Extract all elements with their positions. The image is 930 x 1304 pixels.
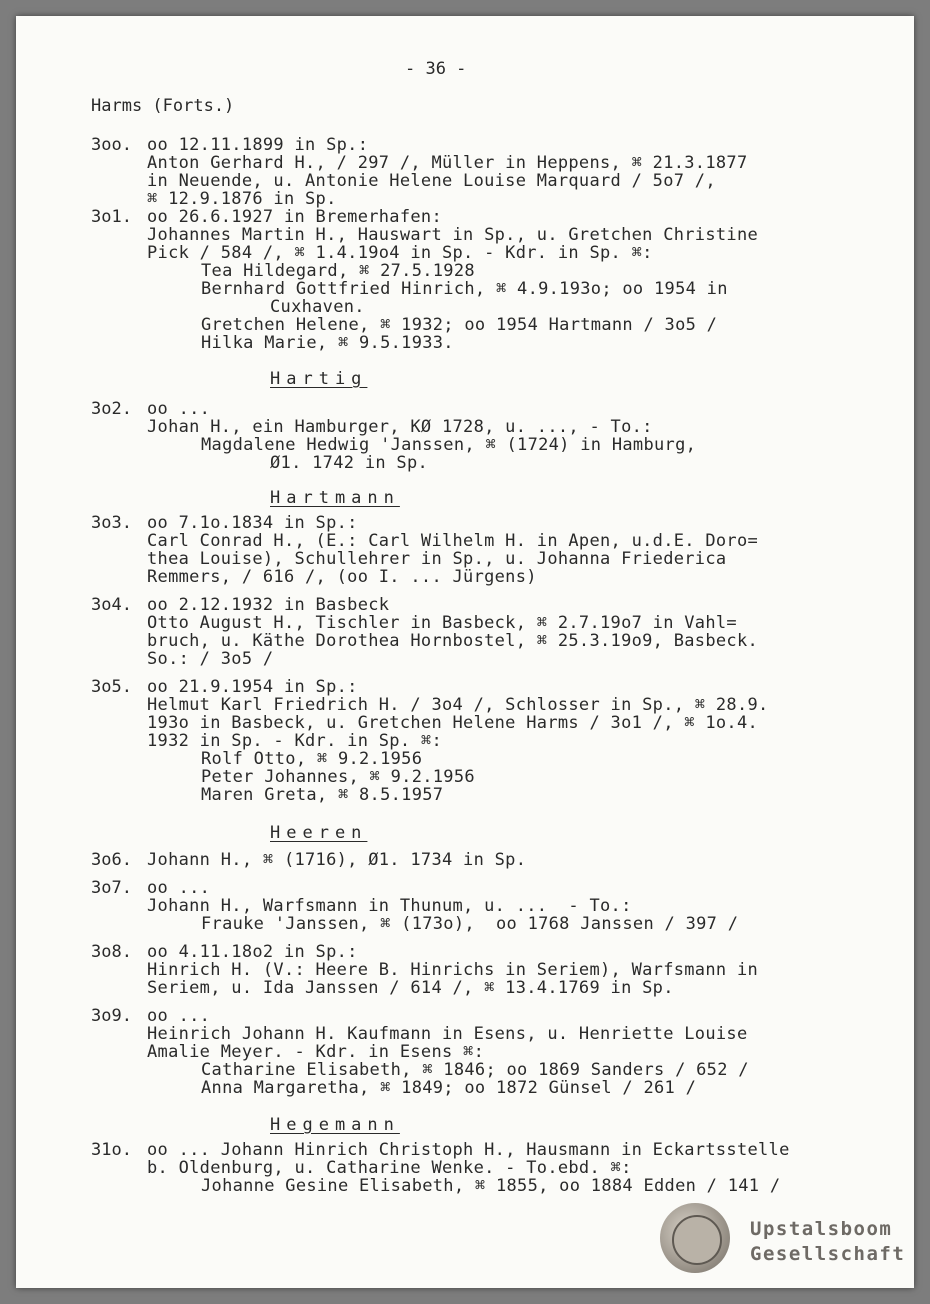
entry-line: Seriem, u. Ida Janssen / 614 /, ⌘ 13.4.1769 in Sp. [147,978,674,998]
entry-line: So.: / 3o5 / [147,649,274,669]
entry-number: 3o5. [91,677,132,697]
entry-line: oo ... [147,399,211,419]
entry-line: Tea Hildegard, ⌘ 27.5.1928 [201,261,475,281]
entry-number: 3o1. [91,207,132,227]
entry-line: Johanne Gesine Elisabeth, ⌘ 1855, oo 1884 Edden / 141 / [201,1176,781,1196]
entry-line: Peter Johannes, ⌘ 9.2.1956 [201,767,475,787]
entry-line: Heinrich Johann H. Kaufmann in Esens, u. Henriette Louise [147,1024,748,1044]
entry-line: oo 7.1o.1834 in Sp.: [147,513,358,533]
entry-line: Rolf Otto, ⌘ 9.2.1956 [201,749,423,769]
entry-line: oo ... Johann Hinrich Christoph H., Hausmann in Eckartsstelle [147,1140,790,1160]
entry-line: Carl Conrad H., (E.: Carl Wilhelm H. in Apen, u.d.E. Doro= [147,531,759,551]
page-number: - 36 - [405,59,467,79]
entry-line: Helmut Karl Friedrich H. / 3o4 /, Schlosser in Sp., ⌘ 28.9. [147,695,769,715]
entry-line: oo ... [147,1006,211,1026]
entry-number: 3o4. [91,595,132,615]
entry-line: Otto August H., Tischler in Basbeck, ⌘ 2.7.19o7 in Vahl= [147,613,737,633]
entry-line: ⌘ 12.9.1876 in Sp. [147,189,337,209]
entry-line: 193o in Basbeck, u. Gretchen Helene Harms / 3o1 /, ⌘ 1o.4. [147,713,759,733]
seal-icon [660,1203,730,1273]
heading: Harms (Forts.) [91,96,235,116]
entry-line: Cuxhaven. [270,297,365,317]
entry-line: in Neuende, u. Antonie Helene Louise Marquard / 5o7 /, [147,171,716,191]
entry-line: Ø1. 1742 in Sp. [270,453,429,473]
section-hartig: Hartig [270,369,368,389]
entry-line: Pick / 584 /, ⌘ 1.4.19o4 in Sp. - Kdr. in Sp. ⌘: [147,243,653,263]
entry-line: Hilka Marie, ⌘ 9.5.1933. [201,333,454,353]
entry-number: 3o9. [91,1006,132,1026]
entry-number: 3o8. [91,942,132,962]
entry-number: 3o7. [91,878,132,898]
entry-line: Frauke 'Janssen, ⌘ (173o), oo 1768 Janssen / 397 / [201,914,739,934]
entry-number: 3oo. [91,135,132,155]
entry-line: oo ... [147,878,211,898]
entry-line: Bernhard Gottfried Hinrich, ⌘ 4.9.193o; oo 1954 in [201,279,728,299]
entry-line: oo 26.6.1927 in Bremerhafen: [147,207,442,227]
entry-line: Hinrich H. (V.: Heere B. Hinrichs in Seriem), Warfsmann in [147,960,759,980]
section-hegemann: Hegemann [270,1115,400,1135]
entry-line: bruch, u. Käthe Dorothea Hornbostel, ⌘ 25.3.19o9, Basbeck. [147,631,759,651]
section-hartmann: Hartmann [270,488,400,508]
entry-line: Johan H., ein Hamburger, KØ 1728, u. ..., - To.: [147,417,653,437]
entry-line: Catharine Elisabeth, ⌘ 1846; oo 1869 Sanders / 652 / [201,1060,749,1080]
entry-line: Johann H., ⌘ (1716), Ø1. 1734 in Sp. [147,850,527,870]
entry-number: 3o3. [91,513,132,533]
entry-line: Amalie Meyer. - Kdr. in Esens ⌘: [147,1042,485,1062]
watermark-line2: Gesellschaft [750,1243,906,1265]
entry-line: Gretchen Helene, ⌘ 1932; oo 1954 Hartmann / 3o5 / [201,315,718,335]
entry-line: oo 12.11.1899 in Sp.: [147,135,369,155]
entry-line: Anna Margaretha, ⌘ 1849; oo 1872 Günsel / 261 / [201,1078,697,1098]
entry-line: Remmers, / 616 /, (oo I. ... Jürgens) [147,567,537,587]
entry-line: thea Louise), Schullehrer in Sp., u. Johanna Friederica [147,549,727,569]
entry-line: oo 4.11.18o2 in Sp.: [147,942,358,962]
entry-line: Maren Greta, ⌘ 8.5.1957 [201,785,444,805]
entry-line: Anton Gerhard H., / 297 /, Müller in Heppens, ⌘ 21.3.1877 [147,153,748,173]
entry-line: Magdalene Hedwig 'Janssen, ⌘ (1724) in Hamburg, [201,435,697,455]
entry-number: 3o6. [91,850,132,870]
entry-number: 3o2. [91,399,132,419]
entry-line: Johann H., Warfsmann in Thunum, u. ... - To.: [147,896,632,916]
section-heeren: Heeren [270,823,368,843]
entry-line: oo 21.9.1954 in Sp.: [147,677,358,697]
entry-line: 1932 in Sp. - Kdr. in Sp. ⌘: [147,731,442,751]
watermark-line1: Upstalsboom [750,1218,893,1240]
entry-number: 31o. [91,1140,132,1160]
entry-line: Johannes Martin H., Hauswart in Sp., u. Gretchen Christine [147,225,759,245]
entry-line: oo 2.12.1932 in Basbeck [147,595,390,615]
entry-line: b. Oldenburg, u. Catharine Wenke. - To.ebd. ⌘: [147,1158,632,1178]
